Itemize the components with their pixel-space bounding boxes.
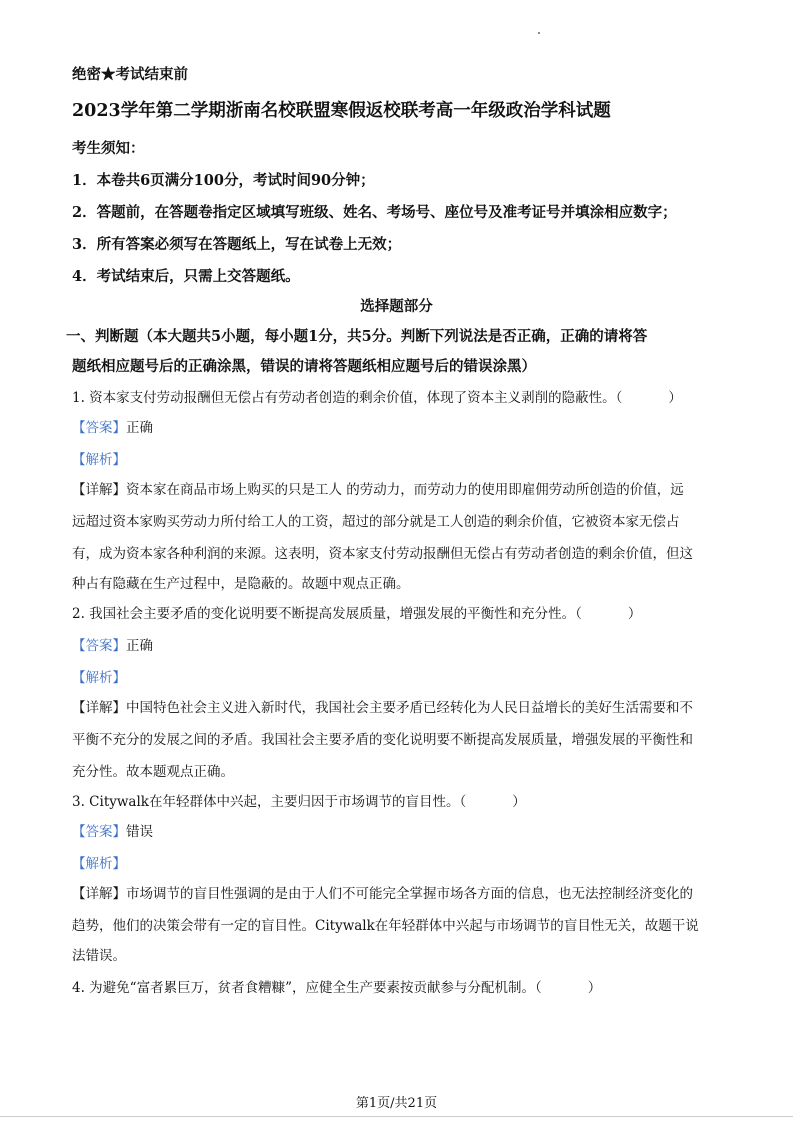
question-3-detail-1 bbox=[72, 884, 753, 904]
notice-item-1: 1．本卷共6页满分100分，考试时间90分钟； bbox=[72, 172, 375, 189]
detail-tag: 【详解】 bbox=[72, 886, 126, 902]
page-title: 2023学年第二学期浙南名校联盟寒假返校联考高一年级政治学科试题 bbox=[72, 101, 611, 121]
question-1-stem bbox=[72, 388, 753, 408]
scan-dot bbox=[538, 32, 540, 34]
part-instruction-line-2: 题纸相应题号后的正确涂黑，错误的请将答题纸相应题号后的错误涂黑） bbox=[72, 358, 536, 375]
question-close-paren: ） bbox=[587, 980, 602, 996]
bottom-divider bbox=[0, 1116, 793, 1117]
confidential-mark: 绝密★考试结束前 bbox=[72, 66, 188, 83]
question-2-stem bbox=[72, 604, 753, 624]
question-stem-text: 3. Citywalk在年轻群体中兴起，主要归因于市场调节的盲目性。（ bbox=[72, 794, 467, 810]
answer-value: 错误 bbox=[126, 824, 153, 840]
question-2-detail-3: 充分性。故本题观点正确。 bbox=[72, 764, 234, 780]
question-1-detail-3: 有，成为资本家各种利润的来源。这表明，资本家支付劳动报酬但无偿占有劳动者创造的剩余价值，但这 bbox=[72, 546, 693, 562]
answer-tag: 【答案】 bbox=[72, 824, 126, 840]
answer-tag: 【答案】 bbox=[72, 638, 126, 654]
detail-tag: 【详解】 bbox=[72, 482, 126, 498]
question-3-stem bbox=[72, 792, 753, 812]
question-close-paren: ） bbox=[512, 794, 526, 810]
question-3-detail-2: 趋势，他们的决策会带有一定的盲目性。Citywalk在年轻群体中兴起与市场调节的盲目性无关，故题干说 bbox=[72, 918, 699, 934]
question-3-detail-3: 法错误。 bbox=[72, 948, 126, 964]
answer-tag: 【答案】 bbox=[72, 420, 126, 436]
question-1-analysis bbox=[72, 450, 753, 470]
notice-heading: 考生须知： bbox=[72, 140, 145, 157]
question-1-answer bbox=[72, 418, 753, 438]
detail-text: 市场调节的盲目性强调的是由于人们不可能完全掌握市场各方面的信息，也无法控制经济变化的 bbox=[126, 886, 693, 902]
page-footer: 第1页/共21页 bbox=[355, 1096, 438, 1111]
analysis-tag: 【解析】 bbox=[72, 856, 126, 872]
question-4-stem bbox=[72, 978, 753, 998]
notice-item-2: 2．答题前，在答题卷指定区域填写班级、姓名、考场号、座位号及准考证号并填涂相应数字； bbox=[72, 204, 677, 221]
question-stem-text: 4. 为避免“富者累巨万，贫者食糟糠”，应健全生产要素按贡献参与分配机制。（ bbox=[72, 980, 542, 996]
question-2-detail-2: 平衡不充分的发展之间的矛盾。我国社会主要矛盾的变化说明要不断提高发展质量，增强发展的平衡性和 bbox=[72, 732, 693, 748]
question-1-detail-1 bbox=[72, 480, 753, 500]
question-1-detail-2: 远超过资本家购买劳动力所付给工人的工资，超过的部分就是工人创造的剩余价值，它被资本家无偿占 bbox=[72, 514, 680, 530]
answer-value: 正确 bbox=[126, 420, 153, 436]
detail-text: 中国特色社会主义进入新时代，我国社会主要矛盾已经转化为人民日益增长的美好生活需要和不 bbox=[126, 700, 693, 716]
question-close-paren: ） bbox=[627, 606, 642, 622]
detail-text: 资本家在商品市场上购买的只是工人 的劳动力，而劳动力的使用即雇佣劳动所创造的价值，远 bbox=[126, 482, 684, 498]
question-2-answer bbox=[72, 636, 753, 656]
question-2-detail-1 bbox=[72, 698, 753, 718]
notice-item-4: 4．考试结束后，只需上交答题纸。 bbox=[72, 268, 300, 285]
question-3-answer bbox=[72, 822, 753, 842]
part-instruction-line-1: 一、判断题（本大题共5小题，每小题1分，共5分。判断下列说法是否正确，正确的请将答 bbox=[66, 328, 648, 345]
answer-value: 正确 bbox=[126, 638, 153, 654]
question-1-detail-4: 种占有隐藏在生产过程中，是隐蔽的。故题中观点正确。 bbox=[72, 576, 410, 592]
notice-item-3: 3．所有答案必须写在答题纸上，写在试卷上无效； bbox=[72, 236, 402, 253]
section-title: 选择题部分 bbox=[360, 298, 433, 315]
analysis-tag: 【解析】 bbox=[72, 670, 126, 686]
question-3-analysis bbox=[72, 854, 753, 874]
question-close-paren: ） bbox=[668, 390, 682, 406]
analysis-tag: 【解析】 bbox=[72, 452, 126, 468]
question-stem-text: 1. 资本家支付劳动报酬但无偿占有劳动者创造的剩余价值，体现了资本主义剥削的隐蔽性。（ bbox=[72, 390, 623, 406]
detail-tag: 【详解】 bbox=[72, 700, 126, 716]
question-stem-text: 2. 我国社会主要矛盾的变化说明要不断提高发展质量，增强发展的平衡性和充分性。（ bbox=[72, 606, 582, 622]
question-2-analysis bbox=[72, 668, 753, 688]
